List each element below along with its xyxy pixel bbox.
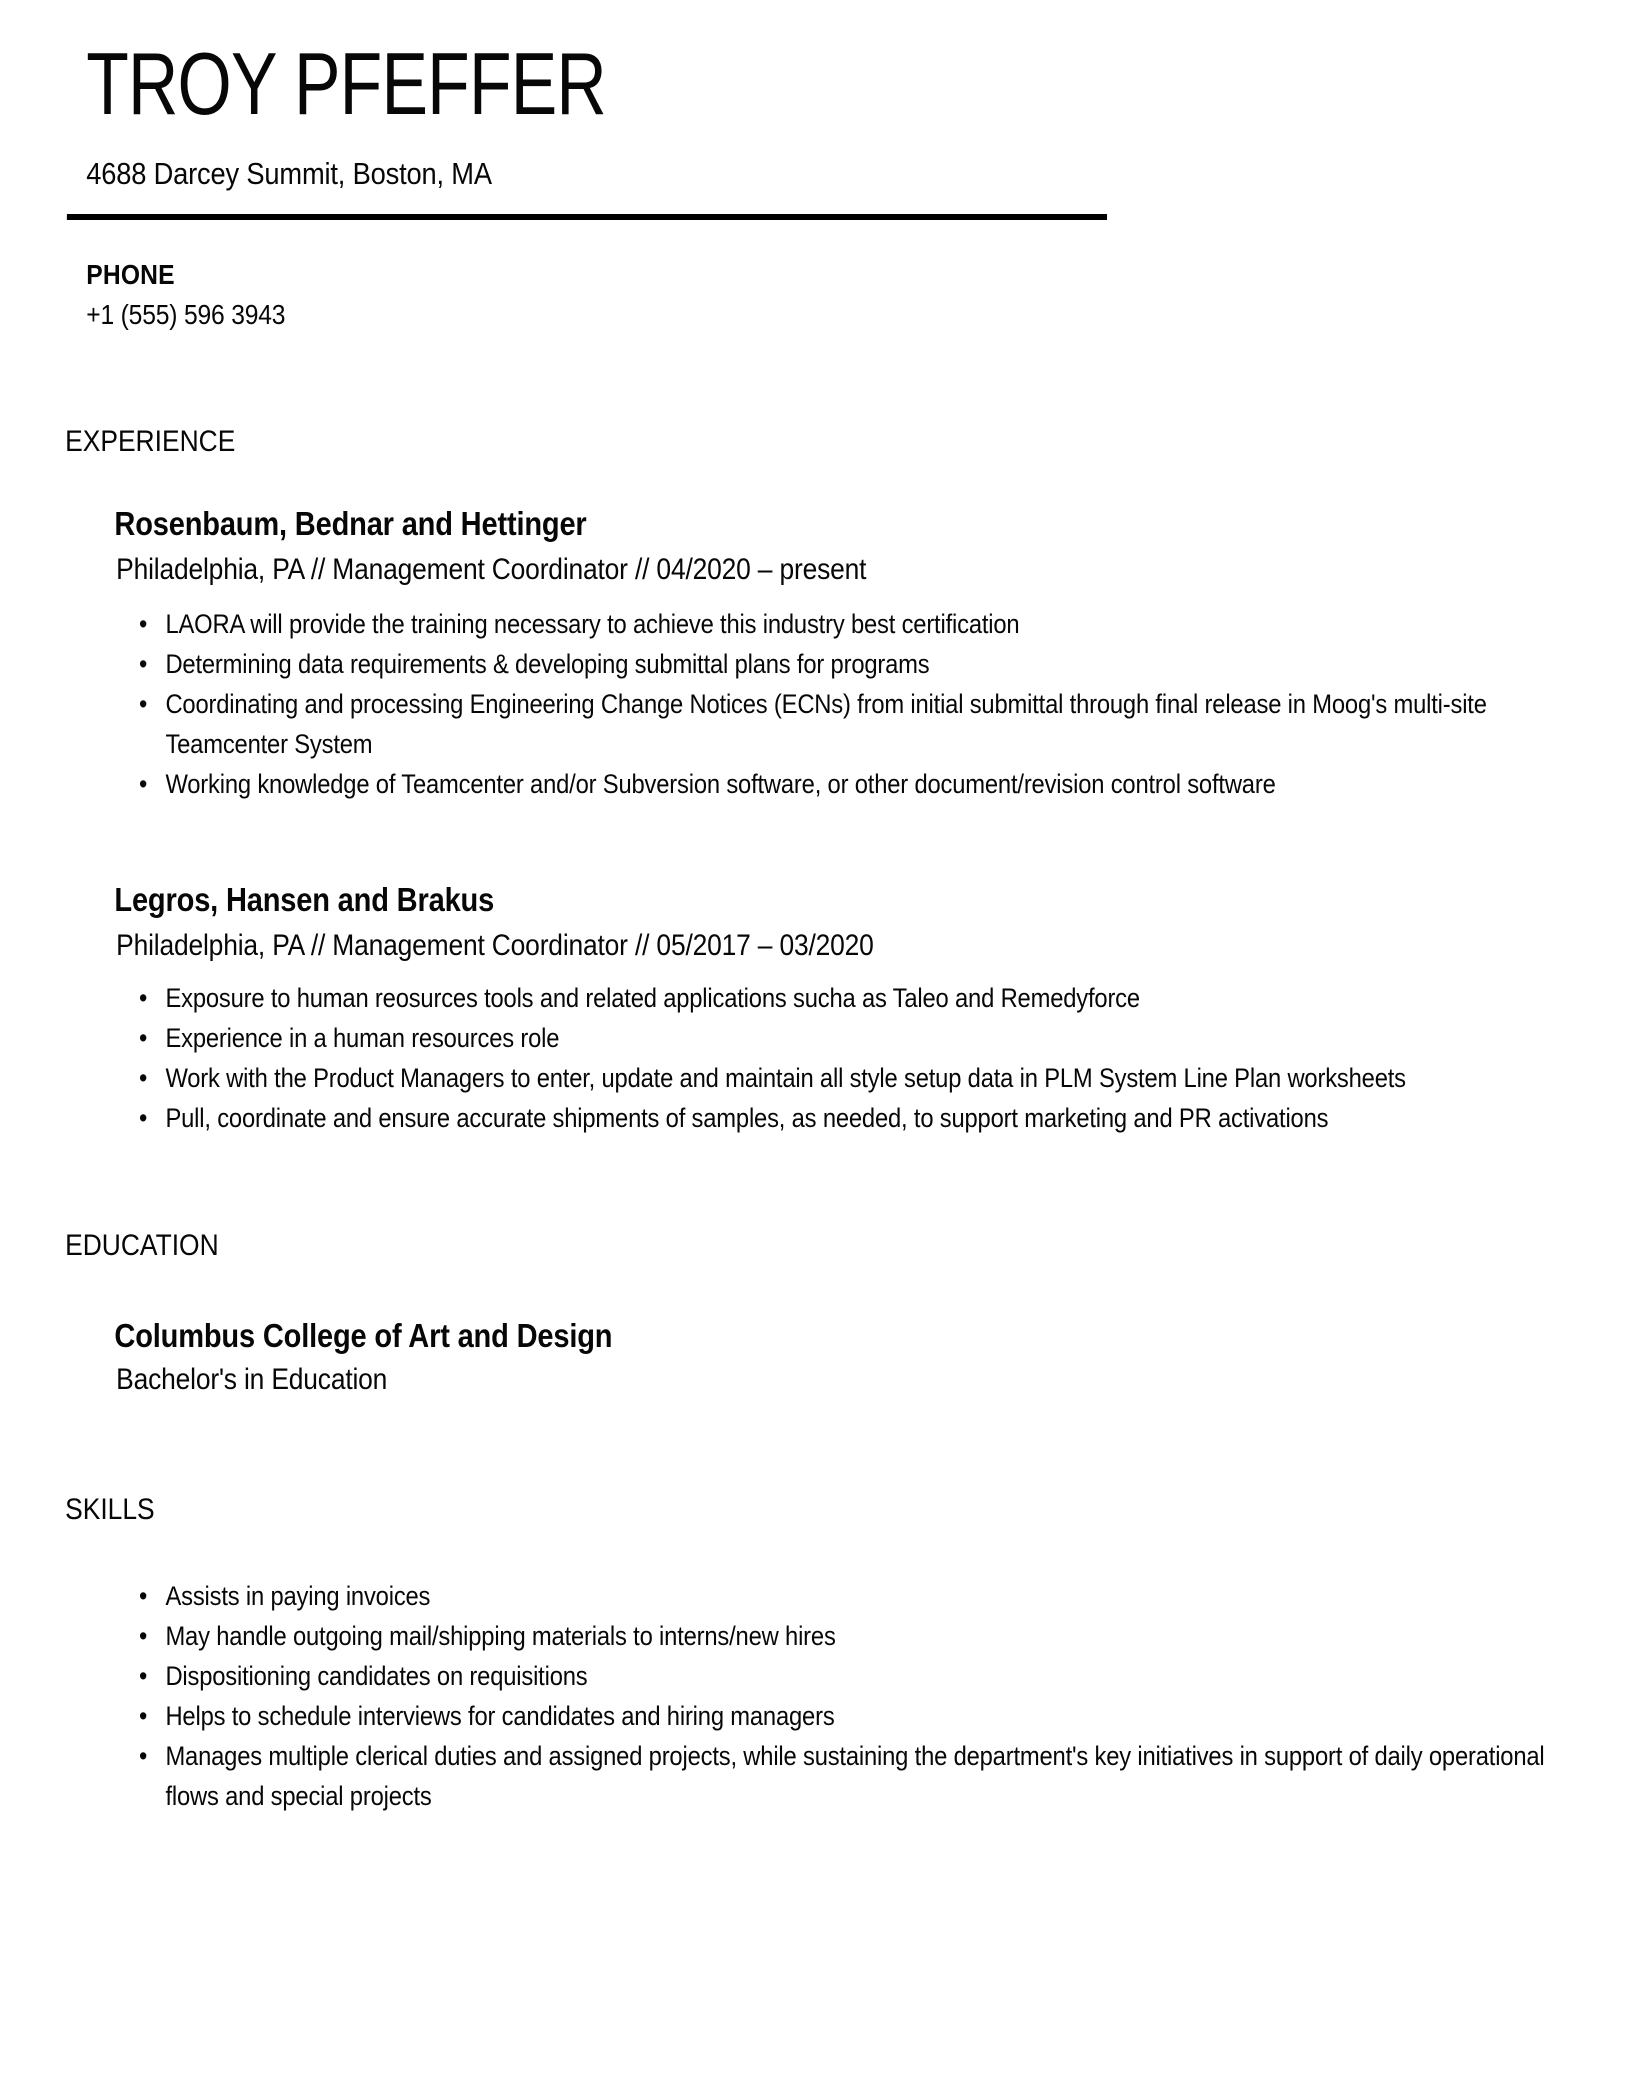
education-section (65, 1228, 1562, 1398)
skills-bullet-list (114, 1576, 1555, 1816)
bullet-item: • Coordinating and processing Engineering Change Notices (ECNs) from initial submittal through final release in Moog's multi-site Teamcenter System (114, 684, 1555, 764)
bullet-item: • Dispositioning candidates on requisitions (114, 1656, 1555, 1696)
bullet-item: • Helps to schedule interviews for candidates and hiring managers (114, 1696, 1555, 1736)
contact-block (86, 260, 1562, 332)
bullet-item: • Working knowledge of Teamcenter and/or Subversion software, or other document/revision control software (114, 764, 1555, 804)
bullet-item: • Pull, coordinate and ensure accurate shipments of samples, as needed, to support marketing and PR activations (114, 1098, 1555, 1138)
job-entry (65, 504, 1562, 804)
section-title-education: EDUCATION (65, 1229, 219, 1262)
degree-name: Bachelor's in Education (116, 1363, 388, 1396)
person-address: 4688 Darcey Summit, Boston, MA (86, 156, 492, 191)
phone-value: +1 (555) 596 3943 (86, 299, 286, 330)
job-meta: Philadelphia, PA // Management Coordinator // 05/2017 – 03/2020 (116, 929, 874, 962)
school-name: Columbus College of Art and Design (114, 1317, 613, 1354)
phone-label: PHONE (86, 259, 175, 290)
section-title-skills: SKILLS (65, 1493, 155, 1526)
bullet-item: • LAORA will provide the training necessary to achieve this industry best certification (114, 604, 1555, 644)
job-bullet-list (114, 604, 1555, 804)
bullet-item: • May handle outgoing mail/shipping materials to interns/new hires (114, 1616, 1555, 1656)
bullet-item: • Assists in paying invoices (114, 1576, 1555, 1616)
job-bullet-list (114, 978, 1555, 1138)
person-name: TROY PFEFFER (86, 34, 606, 133)
header-divider (67, 214, 1107, 220)
company-name: Legros, Hansen and Brakus (114, 881, 495, 918)
bullet-item: • Work with the Product Managers to enter, update and maintain all style setup data in PLM System Line Plan worksheets (114, 1058, 1555, 1098)
bullet-item: • Exposure to human reosurces tools and related applications sucha as Taleo and Remedyforce (114, 978, 1555, 1018)
section-title-experience: EXPERIENCE (65, 425, 236, 458)
bullet-item: • Manages multiple clerical duties and assigned projects, while sustaining the department's key initiatives in support of daily operational flows and special projects (114, 1736, 1555, 1816)
resume-header (86, 34, 1562, 192)
job-entry (65, 880, 1562, 1138)
company-name: Rosenbaum, Bednar and Hettinger (114, 505, 587, 542)
skills-section (65, 1492, 1562, 1816)
experience-section (65, 424, 1562, 1138)
bullet-item: • Experience in a human resources role (114, 1018, 1555, 1058)
bullet-item: • Determining data requirements & developing submittal plans for programs (114, 644, 1555, 684)
job-meta: Philadelphia, PA // Management Coordinator // 04/2020 – present (116, 553, 867, 586)
